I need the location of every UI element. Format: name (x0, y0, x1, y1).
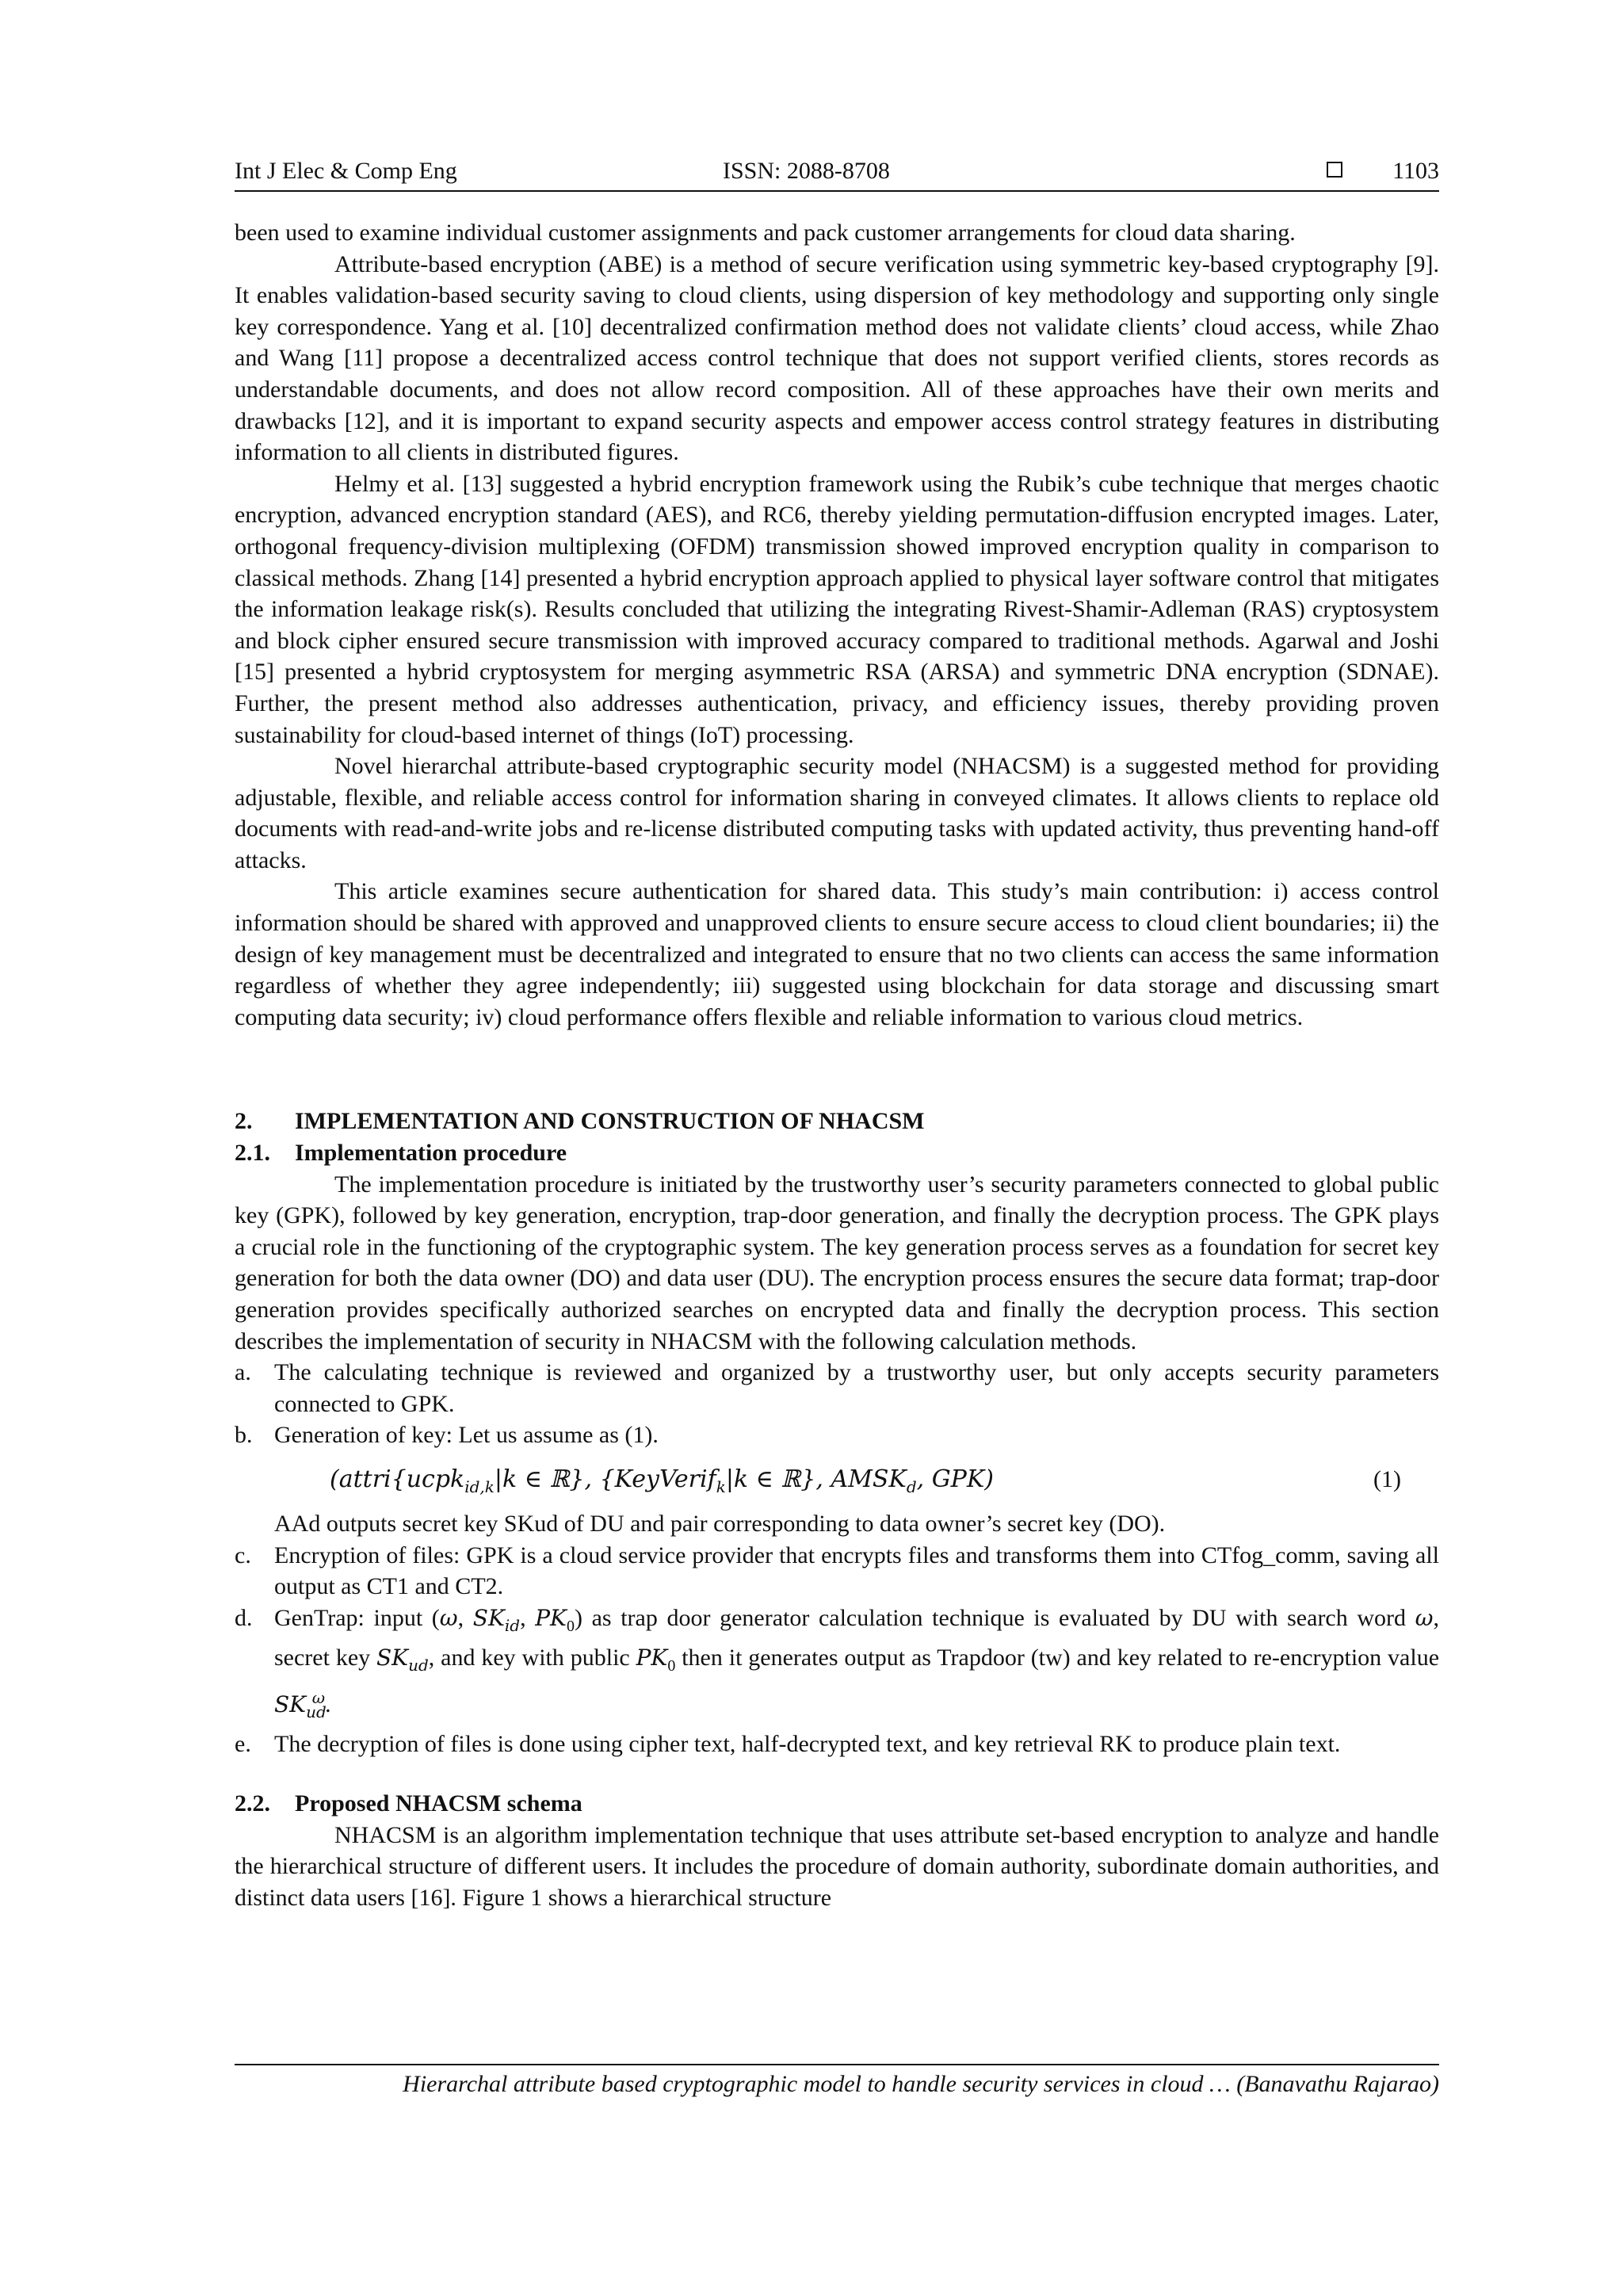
paragraph-abe: Attribute-based encryption (ABE) is a method of secure verification using symmetric key-based cryptography [9]. It enables validation-based security saving to cloud clients, using dispersion of key methodology and supporting only single key correspondence. Yang et al. [10] decentralized confirmation method does not validate clients’ cloud access, while Zhao and Wang [11] propose a decentralized access control technique that does not support verified clients, stores records as understandable documents, and does not allow record composition. All of these approaches have their own merits and drawbacks [12], and it is important to expand security aspects and empower access control strategy features in distributing information to all clients in distributed figures. (235, 250, 1439, 466)
subsection-heading (235, 1788, 1439, 1820)
page-header (235, 155, 1439, 187)
journal-name: Int J Elec & Comp Eng (235, 158, 457, 184)
gentrap-text: GenTrap: input (ω, $SK_{id}$, $PK_0$) as trap door generator calculation technique is evaluated by DU with search word ω, secret key $SK_{ud}$, and key with public $PK_0$ then it generates output as Trapdoor (tw) and key related to re-encryption value $SK_{ud}^\omega$. (274, 1604, 1440, 1721)
equation-explanation: AAd outputs secret key SKud of DU and pair corresponding to data owner’s secret key (DO). (274, 1510, 1166, 1537)
list-item: c. Encryption of files: GPK is a cloud service provider that encrypts files and transforms them into CTfog_comm, saving all output as CT1 and CT2. (235, 1541, 1439, 1600)
paragraph-contributions: This article examines secure authentication for shared data. This study’s main contribution: i) access control information should be shared with approved and unapproved clients to ensure secure access to cloud client boundaries; ii) the design of key management must be decentralized and integrated to ensure that no two clients can access the same information regardless of whether they agree independently; iii) suggested using blockchain for data storage and discussing smart computing data security; iv) cloud performance offers flexible and reliable information to various cloud metrics. (235, 878, 1439, 1030)
section-heading (235, 1106, 1439, 1137)
header-rule (235, 190, 1439, 192)
list-item: a. The calculating technique is reviewed and organized by a trustworthy user, but only accepts security parameters connected to GPK. (235, 1359, 1439, 1417)
paragraph-hybrid-encryption: Helmy et al. [13] suggested a hybrid encryption framework using the Rubik’s cube technique that merges chaotic encryption, advanced encryption standard (AES), and RC6, thereby yielding permutation-diffusion encrypted images. Later, orthogonal frequency-division multiplexing (OFDM) transmission showed improved encryption quality in comparison to classical methods. Zhang [14] presented a hybrid encryption approach applied to physical layer software control that mitigates the information leakage risk(s). Results concluded that utilizing the integrating Rivest-Shamir-Adleman (RAS) cryptosystem and block cipher ensured secure transmission with improved accuracy compared to traditional methods. Agarwal and Joshi [15] presented a hybrid cryptosystem for merging asymmetric RSA (ARSA) and symmetric DNA encryption (SDNAE). Further, the present method also addresses authentication, privacy, and efficiency issues, thereby providing proven sustainability for cloud-based internet of things (IoT) processing. (235, 470, 1439, 748)
subsection-title: Proposed NHACSM schema (295, 1790, 582, 1817)
page-number: 1103 (1392, 158, 1439, 184)
equation-1 (235, 1457, 1439, 1505)
list-item: e. The decryption of files is done using cipher text, half-decrypted text, and key retrieval RK to produce plain text. (235, 1730, 1341, 1757)
subsection-number: 2.2. (235, 1790, 270, 1817)
paragraph-schema: NHACSM is an algorithm implementation technique that uses attribute set-based encryption to analyze and handle the hierarchical structure of different users. It includes the procedure of domain authority, subordinate domain authorities, and distinct data users [16]. Figure 1 shows a hierarchical structure (235, 1821, 1439, 1911)
footer-rule (235, 2064, 1439, 2065)
subsection-heading (235, 1137, 1439, 1169)
paragraph-implementation: The implementation procedure is initiated by the trustworthy user’s security parameters connected to global public key (GPK), followed by key generation, encryption, trap-door generation, and finally the decryption process. The GPK plays a crucial role in the functioning of the cryptographic system. The key generation process serves as a foundation for secret key generation for both the data owner (DO) and data user (DU). The encryption process ensures the secure data format; trap-door generation provides specifically authorized searches on encrypted data and finally the decryption process. This section describes the implementation of security in NHACSM with the following calculation methods. (235, 1171, 1439, 1354)
subsection-number: 2.1. (235, 1140, 270, 1167)
paragraph-nhacsm-intro: Novel hierarchal attribute-based cryptographic security model (NHACSM) is a suggested method for providing adjustable, flexible, and reliable access control for information sharing in conveyed climates. It allows clients to replace old documents with read-and-write jobs and re-license distributed computing tasks with updated activity, thus preventing hand-off attacks. (235, 753, 1439, 873)
method-list (235, 1357, 1439, 1451)
list-item: d. GenTrap: input (ω, $SK_{id}$, $PK_0$) as trap door generator calculation technique is evaluated by DU with search word ω, secret key $SK_{ud}$, and key with public $PK_0$ then it generates output as Trapdoor (tw) and key related to re-encryption value $SK_{ud}^\omega$. (235, 1604, 1440, 1721)
section-number: 2. (235, 1108, 253, 1135)
box-icon (1327, 162, 1342, 178)
equation-expression: (attri{ucpk$_{id,k}$|k ∈ ℝ}, {KeyVerif$_k$|k ∈ ℝ}, $AMSK_d$, GPK) (330, 1465, 994, 1496)
method-list-continued (235, 1540, 1439, 1760)
page-body (235, 217, 1439, 1914)
equation-number: (1) (1373, 1465, 1401, 1492)
paragraph-continuation: been used to examine individual customer assignments and pack customer arrangements for cloud data sharing. (235, 220, 1296, 246)
issn: ISSN: 2088-8708 (723, 158, 890, 184)
subsection-title: Implementation procedure (295, 1140, 567, 1167)
list-item: b. Generation of key: Let us assume as (1). (235, 1422, 659, 1449)
page-footer: Hierarchal attribute based cryptographic model to handle security services in cloud … (Banavathu Rajarao) (403, 2071, 1439, 2097)
section-title: IMPLEMENTATION AND CONSTRUCTION OF NHACSM (295, 1108, 925, 1135)
